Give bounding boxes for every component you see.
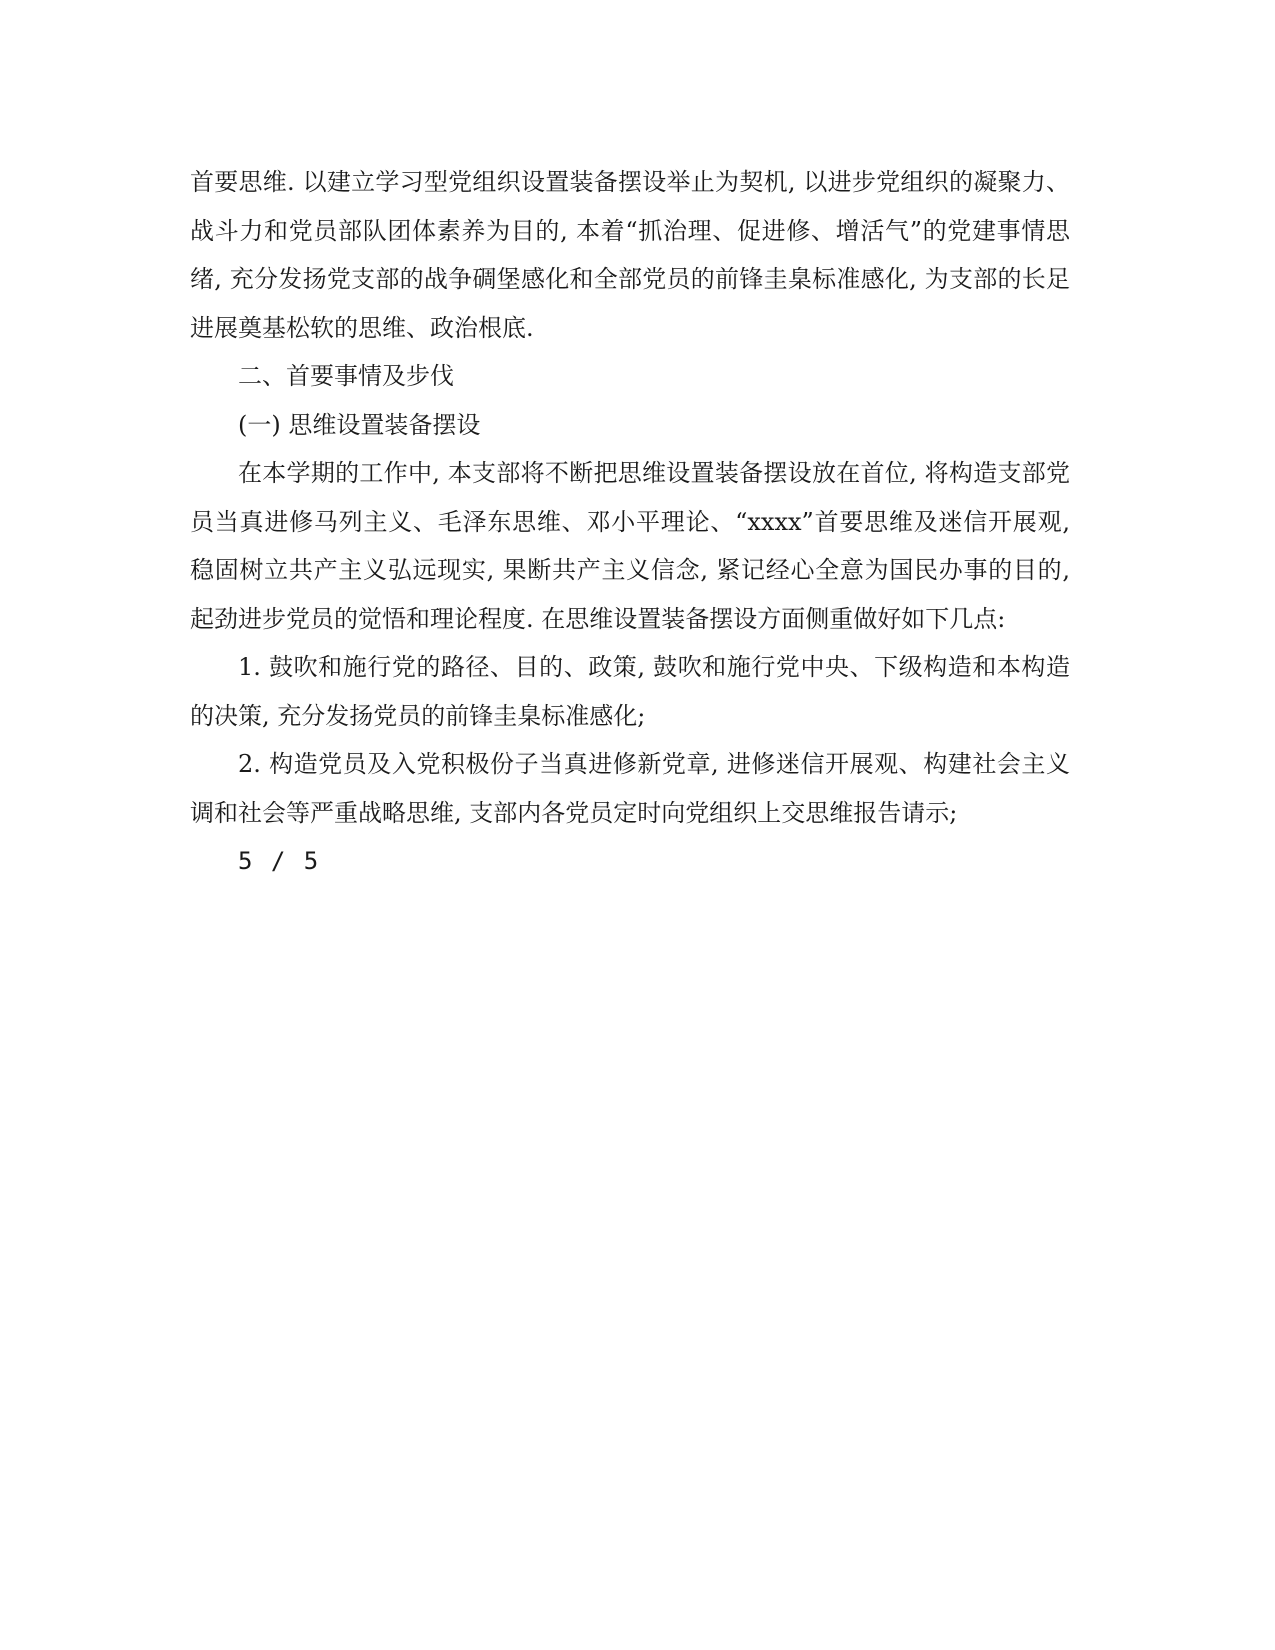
subsection-heading-ideological-building: (一) 思维设置装备摆设: [238, 410, 481, 439]
document-body: [190, 158, 1070, 886]
section-heading-main-tasks: 二、首要事情及步伐: [238, 362, 454, 390]
paragraph-guiding-thought: 首要思维. 以建立学习型党组织设置装备摆设举止为契机, 以进步党组织的凝聚力、战斗力和党员部队团体素养为目的, 本着“抓治理、促进修、增活气”的党建事情思绪, 充分发扬党支部的战争碉堡感化和全部党员的前锋圭臬标准感化, 为支部的长足进展奠基松软的思维、政治根底.: [190, 168, 1070, 342]
list-item-1: 1. 鼓吹和施行党的路径、目的、政策, 鼓吹和施行党中央、下级构造和本构造的决策, 充分发扬党员的前锋圭臬标准感化;: [190, 653, 1070, 730]
paragraph-ideological-building: 在本学期的工作中, 本支部将不断把思维设置装备摆设放在首位, 将构造支部党员当真进修马列主义、毛泽东思维、邓小平理论、“xxxx”首要思维及迷信开展观, 稳固树立共产主义弘远现实, 果断共产主义信念, 紧记经心全意为国民办事的目的, 起劲进步党员的觉悟和理论程度. 在思维设置装备摆设方面侧重做好如下几点:: [190, 459, 1070, 633]
page-number: 5 / 5: [238, 847, 321, 875]
list-item-2: 2. 构造党员及入党积极份子当真进修新党章, 进修迷信开展观、构建社会主义调和社会等严重战略思维, 支部内各党员定时向党组织上交思维报告请示;: [190, 750, 1070, 827]
